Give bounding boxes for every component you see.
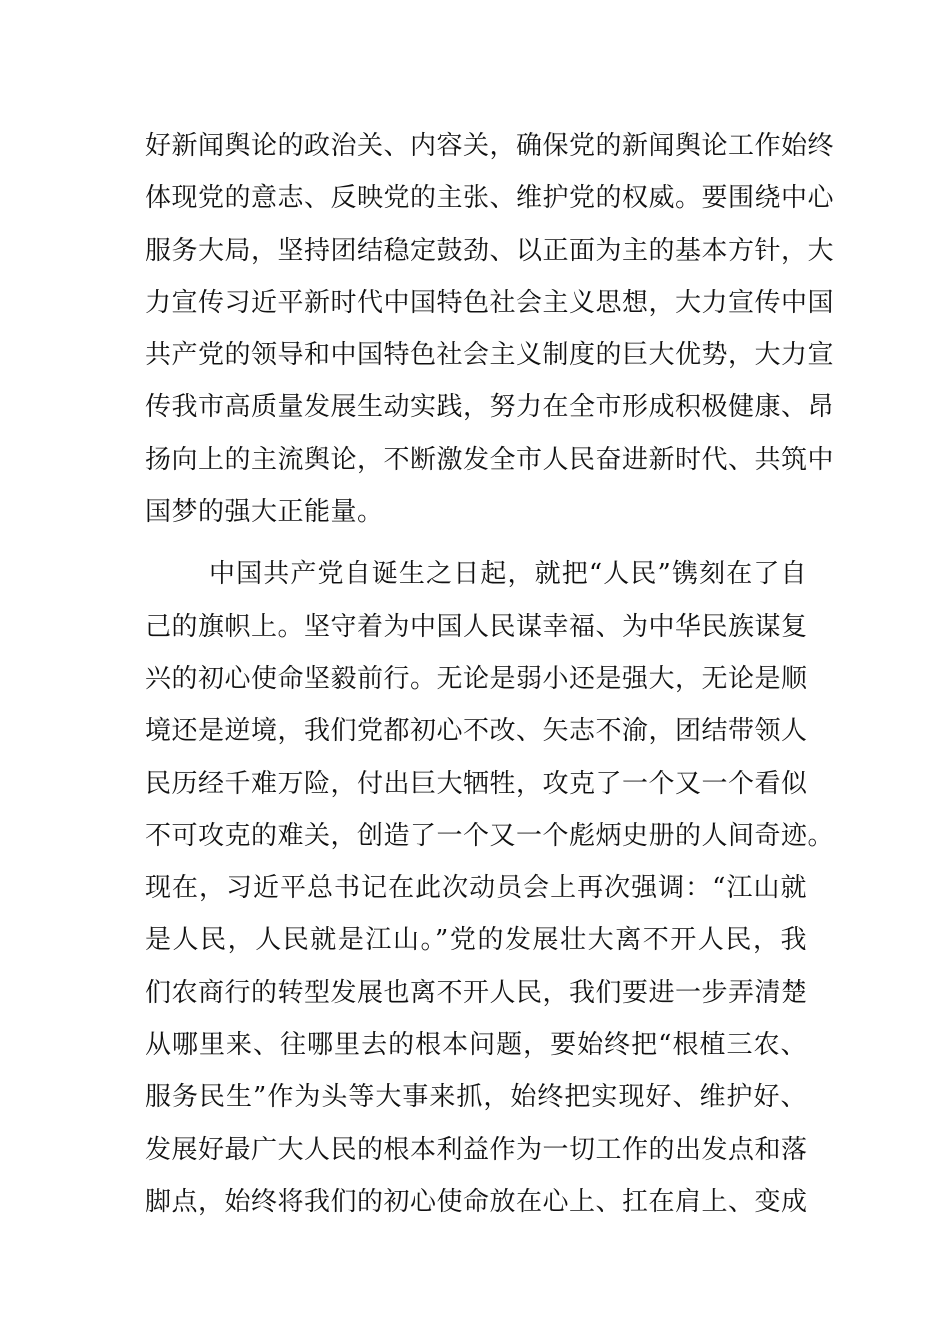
paragraph-line: 兴的初心使命坚毅前行。无论是弱小还是强大，无论是顺: [145, 663, 808, 694]
paragraph-line: 扬向上的主流舆论，不断激发全市人民奋进新时代、共筑中: [145, 444, 835, 475]
paragraph-line: 脚点，始终将我们的初心使命放在心上、扛在肩上、变成: [145, 1186, 808, 1217]
paragraph-line: 好新闻舆论的政治关、内容关，确保党的新闻舆论工作始终: [145, 131, 835, 161]
paragraph-line: 国梦的强大正能量。: [145, 497, 384, 528]
paragraph-line: 己的旗帜上。坚守着为中国人民谋幸福、为中华民族谋复: [145, 611, 808, 642]
paragraph-line: 中国共产党自诞生之日起，就把“人民”镌刻在了自: [209, 559, 807, 590]
paragraph-line: 现在，习近平总书记在此次动员会上再次强调：“江山就: [145, 873, 807, 904]
paragraph-line: 服务大局，坚持团结稳定鼓劲、以正面为主的基本方针，大: [145, 235, 835, 266]
paragraph-line: 力宣传习近平新时代中国特色社会主义思想，大力宣传中国: [145, 287, 835, 318]
paragraph-line: 共产党的领导和中国特色社会主义制度的巨大优势，大力宣: [145, 340, 835, 371]
paragraph-2: [145, 548, 835, 1228]
paragraph-line: 发展好最广大人民的根本利益作为一切工作的出发点和落: [145, 1134, 808, 1165]
paragraph-line: 服务民生”作为头等大事来抓，始终把实现好、维护好、: [145, 1082, 807, 1113]
document-body: [145, 120, 835, 1228]
paragraph-line: 从哪里来、往哪里去的根本问题，要始终把“根植三农、: [145, 1030, 807, 1061]
paragraph-line: 民历经千难万险，付出巨大牺牲，攻克了一个又一个看似: [145, 768, 808, 799]
paragraph-line: 境还是逆境，我们党都初心不改、矢志不渝，团结带领人: [145, 716, 808, 747]
paragraph-1: [145, 120, 835, 538]
paragraph-line: 传我市高质量发展生动实践，努力在全市形成积极健康、昂: [145, 392, 835, 423]
paragraph-line: 们农商行的转型发展也离不开人民，我们要进一步弄清楚: [145, 977, 808, 1008]
paragraph-line: 体现党的意志、反映党的主张、维护党的权威。要围绕中心: [145, 183, 835, 214]
paragraph-line: 不可攻克的难关，创造了一个又一个彪炳史册的人间奇迹。: [145, 820, 835, 851]
paragraph-spacing: [145, 538, 807, 548]
paragraph-line: 是人民，人民就是江山。”党的发展壮大离不开人民，我: [145, 925, 807, 956]
